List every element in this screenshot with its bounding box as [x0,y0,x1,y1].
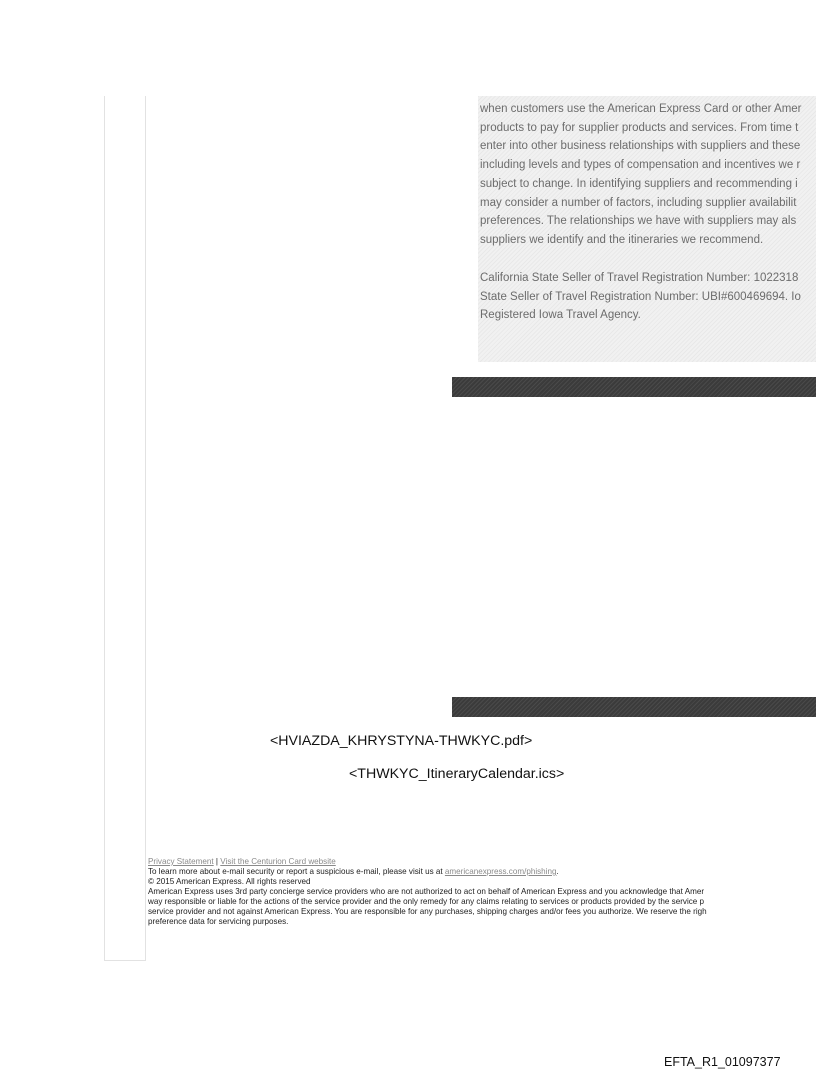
phishing-text: To learn more about e-mail security or report a suspicious e-mail, please visit us at [148,867,445,876]
header-band-bottom [452,697,816,717]
disclosure-line: Registered Iowa Travel Agency. [480,309,641,322]
disclosure-line: subject to change. In identifying suppliers and recommending i [480,177,798,190]
concierge-disclaimer-line: preference data for servicing purposes. [148,917,289,926]
concierge-disclaimer-line: service provider and not against American Express. You are responsible for any purchases, shipping charges and/or fees you authorize. We reserve the righ [148,907,707,916]
disclosure-line: may consider a number of factors, including supplier availabilit [480,196,797,209]
travel-disclosure-box [478,96,816,362]
disclosure-line: State Seller of Travel Registration Number: UBI#600469694. Io [480,290,801,303]
disclosure-line: including levels and types of compensation and incentives we r [480,159,801,172]
phishing-end: . [556,867,559,876]
seller-of-travel-paragraph [478,269,816,325]
disclosure-line: suppliers we identify and the itineraries we recommend. [480,233,764,246]
phishing-link[interactable]: americanexpress.com/phishing [444,867,557,876]
centurion-website-link[interactable]: Visit the Centurion Card website [220,857,336,866]
supplier-relationships-paragraph [478,100,816,250]
attachment-pdf-link[interactable]: <HVIAZDA_KHRYSTYNA-THWKYC.pdf> [270,733,533,749]
link-separator: | [213,857,221,866]
phishing-notice [148,867,816,877]
footer-links-row [148,857,816,867]
disclosure-line: products to pay for supplier products and services. From time t [480,121,799,134]
disclosure-line: preferences. The relationships we have with suppliers may als [480,215,797,228]
disclosure-line: California State Seller of Travel Registration Number: 1022318 [480,272,799,284]
privacy-statement-link[interactable]: Privacy Statement [148,857,214,866]
attachment-ics-link[interactable]: <THWKYC_ItineraryCalendar.ics> [349,766,565,782]
copyright-text: © 2015 American Express. All rights reserved [148,877,311,886]
header-band-top [452,377,816,397]
concierge-disclaimer-line: American Express uses 3rd party concierge service providers who are not authorized to act on behalf of American Express and you acknowledge that Amer [148,887,705,896]
disclosure-line: enter into other business relationships with suppliers and these [480,140,801,153]
concierge-disclaimer-line: way responsible or liable for the actions of the service provider and the only remedy for any claims relating to services or products provided by the service p [148,897,705,906]
document-id: EFTA_R1_01097377 [664,1055,781,1069]
disclosure-line: when customers use the American Express Card or other Amer [480,103,802,115]
email-left-frame [104,96,146,961]
email-footer [148,857,816,927]
